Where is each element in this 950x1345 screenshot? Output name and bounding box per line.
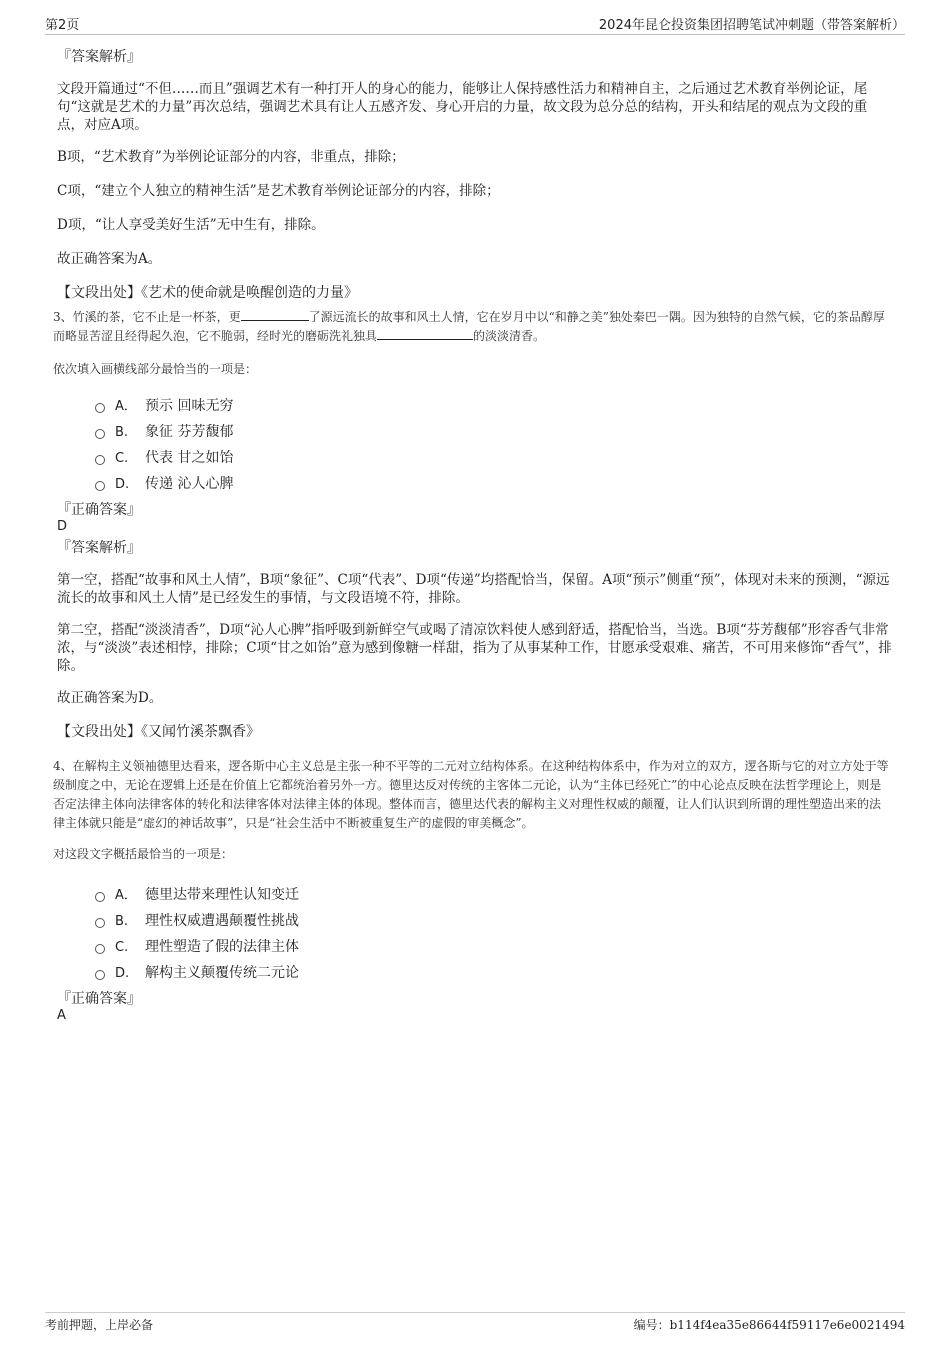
q4-option-c[interactable]: C. 理性塑造了假的法律主体 bbox=[95, 934, 892, 960]
radio-icon[interactable] bbox=[95, 403, 105, 413]
q4-option-d[interactable]: D. 解构主义颠覆传统二元论 bbox=[95, 960, 892, 986]
q4-correct-answer: A bbox=[57, 1008, 66, 1023]
radio-icon[interactable] bbox=[95, 918, 105, 928]
q3-options bbox=[95, 393, 892, 497]
radio-icon[interactable] bbox=[95, 429, 105, 439]
q2-analysis-para-4: D项，“让人享受美好生活”无中生有，排除。 bbox=[57, 217, 325, 233]
q3-option-d[interactable]: D. 传递 沁人心脾 bbox=[95, 471, 892, 497]
q3-correct-answer: D bbox=[57, 519, 68, 534]
page-footer bbox=[45, 1312, 905, 1335]
q3-stem: 3、竹溪的茶，它不止是一杯茶，更 了源远流长的故事和风土人情，它在岁月中以“和静之美”独处秦巴一隅。因为独特的自然气候，它的茶品醇厚而略显苦涩且经得起久泡，它不脆弱，经时光的磨砺洗礼独具 的淡淡清香。 bbox=[53, 310, 885, 343]
footer-slogan: 考前押题，上岸必备 bbox=[45, 1318, 154, 1332]
radio-icon[interactable] bbox=[95, 481, 105, 491]
document-id: 编号：b114f4ea35e86644f59117e6e0021494 bbox=[633, 1318, 905, 1332]
q4-option-b[interactable]: B. 理性权威遭遇颠覆性挑战 bbox=[95, 908, 892, 934]
q3-analysis-para-2: 第二空，搭配“淡淡清香”，D项“沁人心脾”指呼吸到新鲜空气或喝了清凉饮料使人感到舒适，搭配恰当，当选。B项“芬芳馥郁”形容香气非常浓，与“淡淡”表述相悖，排除；C项“甘之如饴”意为感到像糖一样甜，指为了从事某种工作，甘愿承受艰难、痛苦，不可用来修饰“香气”，排除。 bbox=[57, 622, 892, 674]
q3-blank-1 bbox=[241, 308, 309, 321]
q3-correct-label: 『正确答案』 bbox=[57, 502, 141, 518]
radio-icon[interactable] bbox=[95, 970, 105, 980]
q2-analysis-para-2: B项，“艺术教育”为举例论证部分的内容，非重点，排除； bbox=[57, 149, 405, 165]
q3-blank-2 bbox=[377, 327, 473, 340]
q2-analysis-para-3: C项，“建立个人独立的精神生活”是艺术教育举例论证部分的内容，排除； bbox=[57, 183, 500, 199]
q3-analysis-label: 『答案解析』 bbox=[57, 540, 141, 556]
q4-correct-label: 『正确答案』 bbox=[57, 991, 141, 1007]
q2-source: 【文段出处】《艺术的使命就是唤醒创造的力量》 bbox=[57, 285, 358, 301]
q3-source: 【文段出处】《又闻竹溪茶飘香》 bbox=[57, 724, 260, 740]
radio-icon[interactable] bbox=[95, 944, 105, 954]
q3-prompt: 依次填入画横线部分最恰当的一项是： bbox=[53, 362, 258, 376]
q3-option-b[interactable]: B. 象征 芬芳馥郁 bbox=[95, 419, 892, 445]
q3-conclusion: 故正确答案为D。 bbox=[57, 690, 163, 706]
q4-options bbox=[95, 882, 892, 986]
q4-option-a[interactable]: A． 德里达带来理性认知变迁 bbox=[95, 882, 892, 908]
q2-conclusion: 故正确答案为A。 bbox=[57, 251, 162, 267]
page-number: 第2页 bbox=[45, 18, 80, 33]
q4-prompt: 对这段文字概括最恰当的一项是： bbox=[53, 847, 234, 861]
q3-option-a[interactable]: A． 预示 回味无穷 bbox=[95, 393, 892, 419]
q2-analysis-para-1: 文段开篇通过“不但……而且”强调艺术有一种打开人的身心的能力，能够让人保持感性活力和精神自主，之后通过艺术教育举例论证，尾句“这就是艺术的力量”再次总结，强调艺术具有让人五感齐发、身心开启的力量，故文段为总分总的结构，开头和结尾的观点为文段的重点，对应A项。 bbox=[57, 81, 868, 133]
radio-icon[interactable] bbox=[95, 892, 105, 902]
page-header bbox=[45, 14, 905, 35]
document-title: 2024年昆仑投资集团招聘笔试冲刺题（带答案解析） bbox=[598, 18, 905, 33]
q2-analysis-label: 『答案解析』 bbox=[57, 49, 141, 65]
page-content bbox=[53, 48, 892, 1024]
q4-stem: 4、在解构主义领袖德里达看来，逻各斯中心主义总是主张一种不平等的二元对立结构体系。在这种结构体系中，作为对立的双方，逻各斯与它的对立方处于等级制度之中，无论在逻辑上还是在价值上它都统治着另外一方。德里达反对传统的主客体二元论，认为“主体已经死亡”的中心论点反映在法哲学理论上，则是否定法律主体向法律客体的转化和法律客体对法律主体的体现。整体而言，德里达代表的解构主义对理性权威的颠覆，让人们认识到所谓的理性塑造出来的法律主体就只能是“虚幻的神话故事”，只是“社会生活中不断被重复生产的虚假的审美概念”。 bbox=[53, 759, 889, 830]
q3-option-c[interactable]: C. 代表 甘之如饴 bbox=[95, 445, 892, 471]
q3-analysis-para-1: 第一空，搭配“故事和风土人情”，B项“象征”、C项“代表”、D项“传递”均搭配恰当，保留。A项“预示”侧重“预”，体现对未来的预测，“源远流长的故事和风土人情”是已经发生的事情，与文段语境不符，排除。 bbox=[57, 572, 890, 606]
radio-icon[interactable] bbox=[95, 455, 105, 465]
